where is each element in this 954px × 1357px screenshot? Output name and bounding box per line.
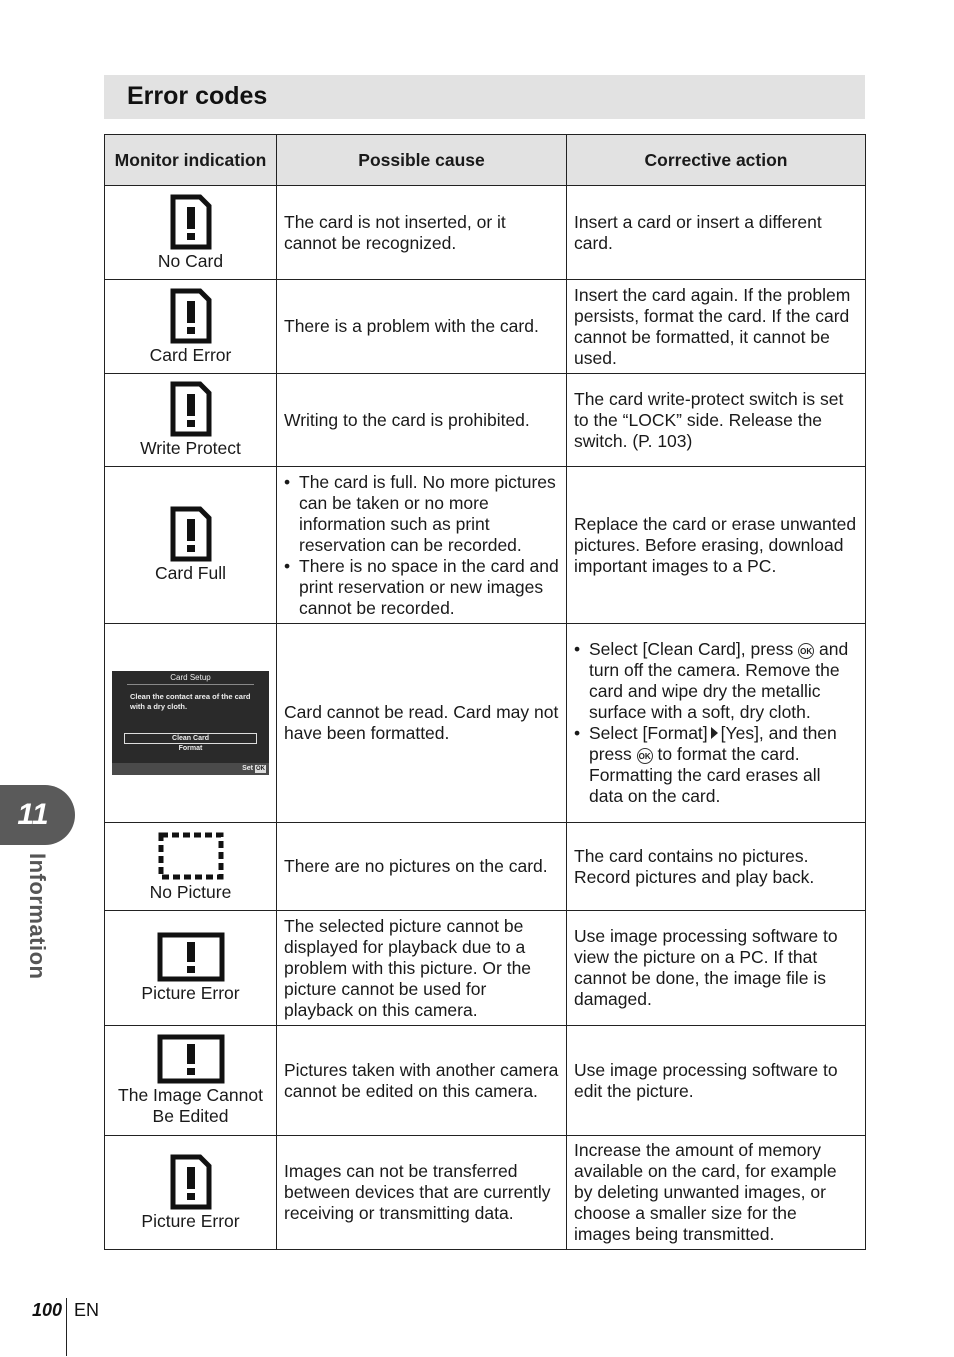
table-row [105, 911, 866, 1026]
picture-error-icon [157, 932, 225, 982]
bullet-text: Select [Format] [589, 723, 708, 743]
picture-error-icon [157, 1034, 225, 1084]
cause-bullet: • There is no space in the card and print reservation or new images cannot be recorded. [284, 556, 559, 619]
monitor-label: No Picture [149, 881, 232, 902]
monitor-label: Card Full [155, 563, 226, 583]
action-cell: Increase the amount of memory available on the card, for example by deleting unwanted images, or choose a smaller size for the images being transmitted. [567, 1136, 866, 1250]
set-label: Set [242, 765, 253, 772]
bullet-text: Select [Clean Card], press [589, 639, 794, 659]
chapter-number: 11 [17, 798, 49, 831]
clean-card-option: Clean Card [124, 733, 257, 744]
card-error-icon [170, 288, 212, 344]
monitor-cell [105, 280, 277, 374]
table-row [105, 467, 866, 624]
action-cell: The card contains no pictures. Record pictures and play back. [567, 823, 866, 911]
table-header-row [105, 135, 866, 186]
action-bullet [574, 639, 858, 723]
monitor-cell [105, 1136, 277, 1250]
cause-cell: The card is not inserted, or it cannot be recognized. [277, 186, 567, 280]
no-picture-icon [157, 831, 225, 881]
action-bullet-list [574, 639, 858, 807]
monitor-label: Card Error [149, 344, 232, 365]
cause-cell: There is a problem with the card. [277, 280, 567, 374]
ok-button-icon: OK [798, 643, 814, 659]
arrow-right-icon [711, 727, 718, 739]
footer-divider [66, 1298, 67, 1356]
bullet-text: to format the card. Formatting the card erases all data on the card. [589, 744, 821, 806]
cause-cell: There are no pictures on the card. [277, 823, 567, 911]
monitor-cell [105, 467, 277, 624]
divider [127, 684, 254, 685]
action-bullet [574, 723, 858, 807]
header-action: Corrective action [567, 135, 866, 186]
monitor-label: Picture Error [141, 983, 240, 1003]
cause-cell: Writing to the card is prohibited. [277, 374, 567, 467]
monitor-cell [105, 911, 277, 1026]
card-setup-message: Clean the contact area of the card with a dry cloth. [130, 692, 251, 711]
cause-cell: Pictures taken with another camera cannot be edited on this camera. [277, 1026, 567, 1136]
action-cell: Use image processing software to edit the picture. [567, 1026, 866, 1136]
monitor-cell [105, 374, 277, 467]
monitor-label: Write Protect [140, 438, 241, 458]
monitor-cell [105, 1026, 277, 1136]
monitor-label: No Card [157, 250, 224, 271]
bullet-text: and turn off the camera. Remove the card and wipe dry the metallic surface with a soft, dry cloth. [589, 639, 849, 722]
header-cause: Possible cause [277, 135, 567, 186]
cause-bullet: • The card is full. No more pictures can be taken or no more information such as print reservation can be recorded. [284, 472, 559, 556]
header-monitor: Monitor indication [105, 135, 277, 186]
format-option: Format [178, 745, 203, 752]
monitor-cell [105, 186, 277, 280]
table-row [105, 186, 866, 280]
ok-button-icon: OK [637, 748, 653, 764]
bullet-text: [Yes], and then press [589, 723, 837, 764]
table-row [105, 1136, 866, 1250]
monitor-cell [105, 823, 277, 911]
page-number: 100 [32, 1300, 63, 1320]
page-language: EN [74, 1300, 100, 1320]
ok-badge: OK [256, 766, 265, 772]
card-setup-title: Card Setup [170, 673, 211, 682]
table-row [105, 823, 866, 911]
table-row [105, 374, 866, 467]
card-error-icon [170, 194, 212, 250]
cause-cell: The selected picture cannot be displayed for playback due to a problem with this picture. Or the picture cannot be used for playback on this camera. [277, 911, 567, 1026]
table-row [105, 280, 866, 374]
action-cell [567, 624, 866, 823]
error-codes-table [104, 134, 866, 1250]
action-cell: Insert the card again. If the problem persists, format the card. If the card cannot be formatted, it cannot be used. [567, 280, 866, 374]
action-cell: Replace the card or erase unwanted pictures. Before erasing, download important images to a PC. [567, 467, 866, 624]
cause-cell: Images can not be transferred between devices that are currently receiving or transmitting data. [277, 1136, 567, 1250]
monitor-label: Picture Error [141, 1210, 240, 1231]
table-row [105, 624, 866, 823]
section-title-bar [104, 75, 865, 119]
chapter-label: Information [25, 853, 50, 980]
action-cell: Use image processing software to view the picture on a PC. If that cannot be done, the image file is damaged. [567, 911, 866, 1026]
monitor-label: The Image Cannot Be Edited [118, 1085, 263, 1126]
cause-cell [277, 467, 567, 624]
table-row [105, 1026, 866, 1136]
monitor-cell [105, 624, 277, 823]
card-setup-screen [112, 671, 269, 775]
action-cell: Insert a card or insert a different card. [567, 186, 866, 280]
card-error-icon [170, 506, 212, 562]
card-error-icon [170, 381, 212, 437]
page-title: Error codes [127, 82, 268, 110]
card-error-icon [170, 1154, 212, 1210]
cause-cell: Card cannot be read. Card may not have been formatted. [277, 624, 567, 823]
cause-bullet-list [284, 472, 559, 619]
action-cell: The card write-protect switch is set to the “LOCK” side. Release the switch. (P. 103) [567, 374, 866, 467]
